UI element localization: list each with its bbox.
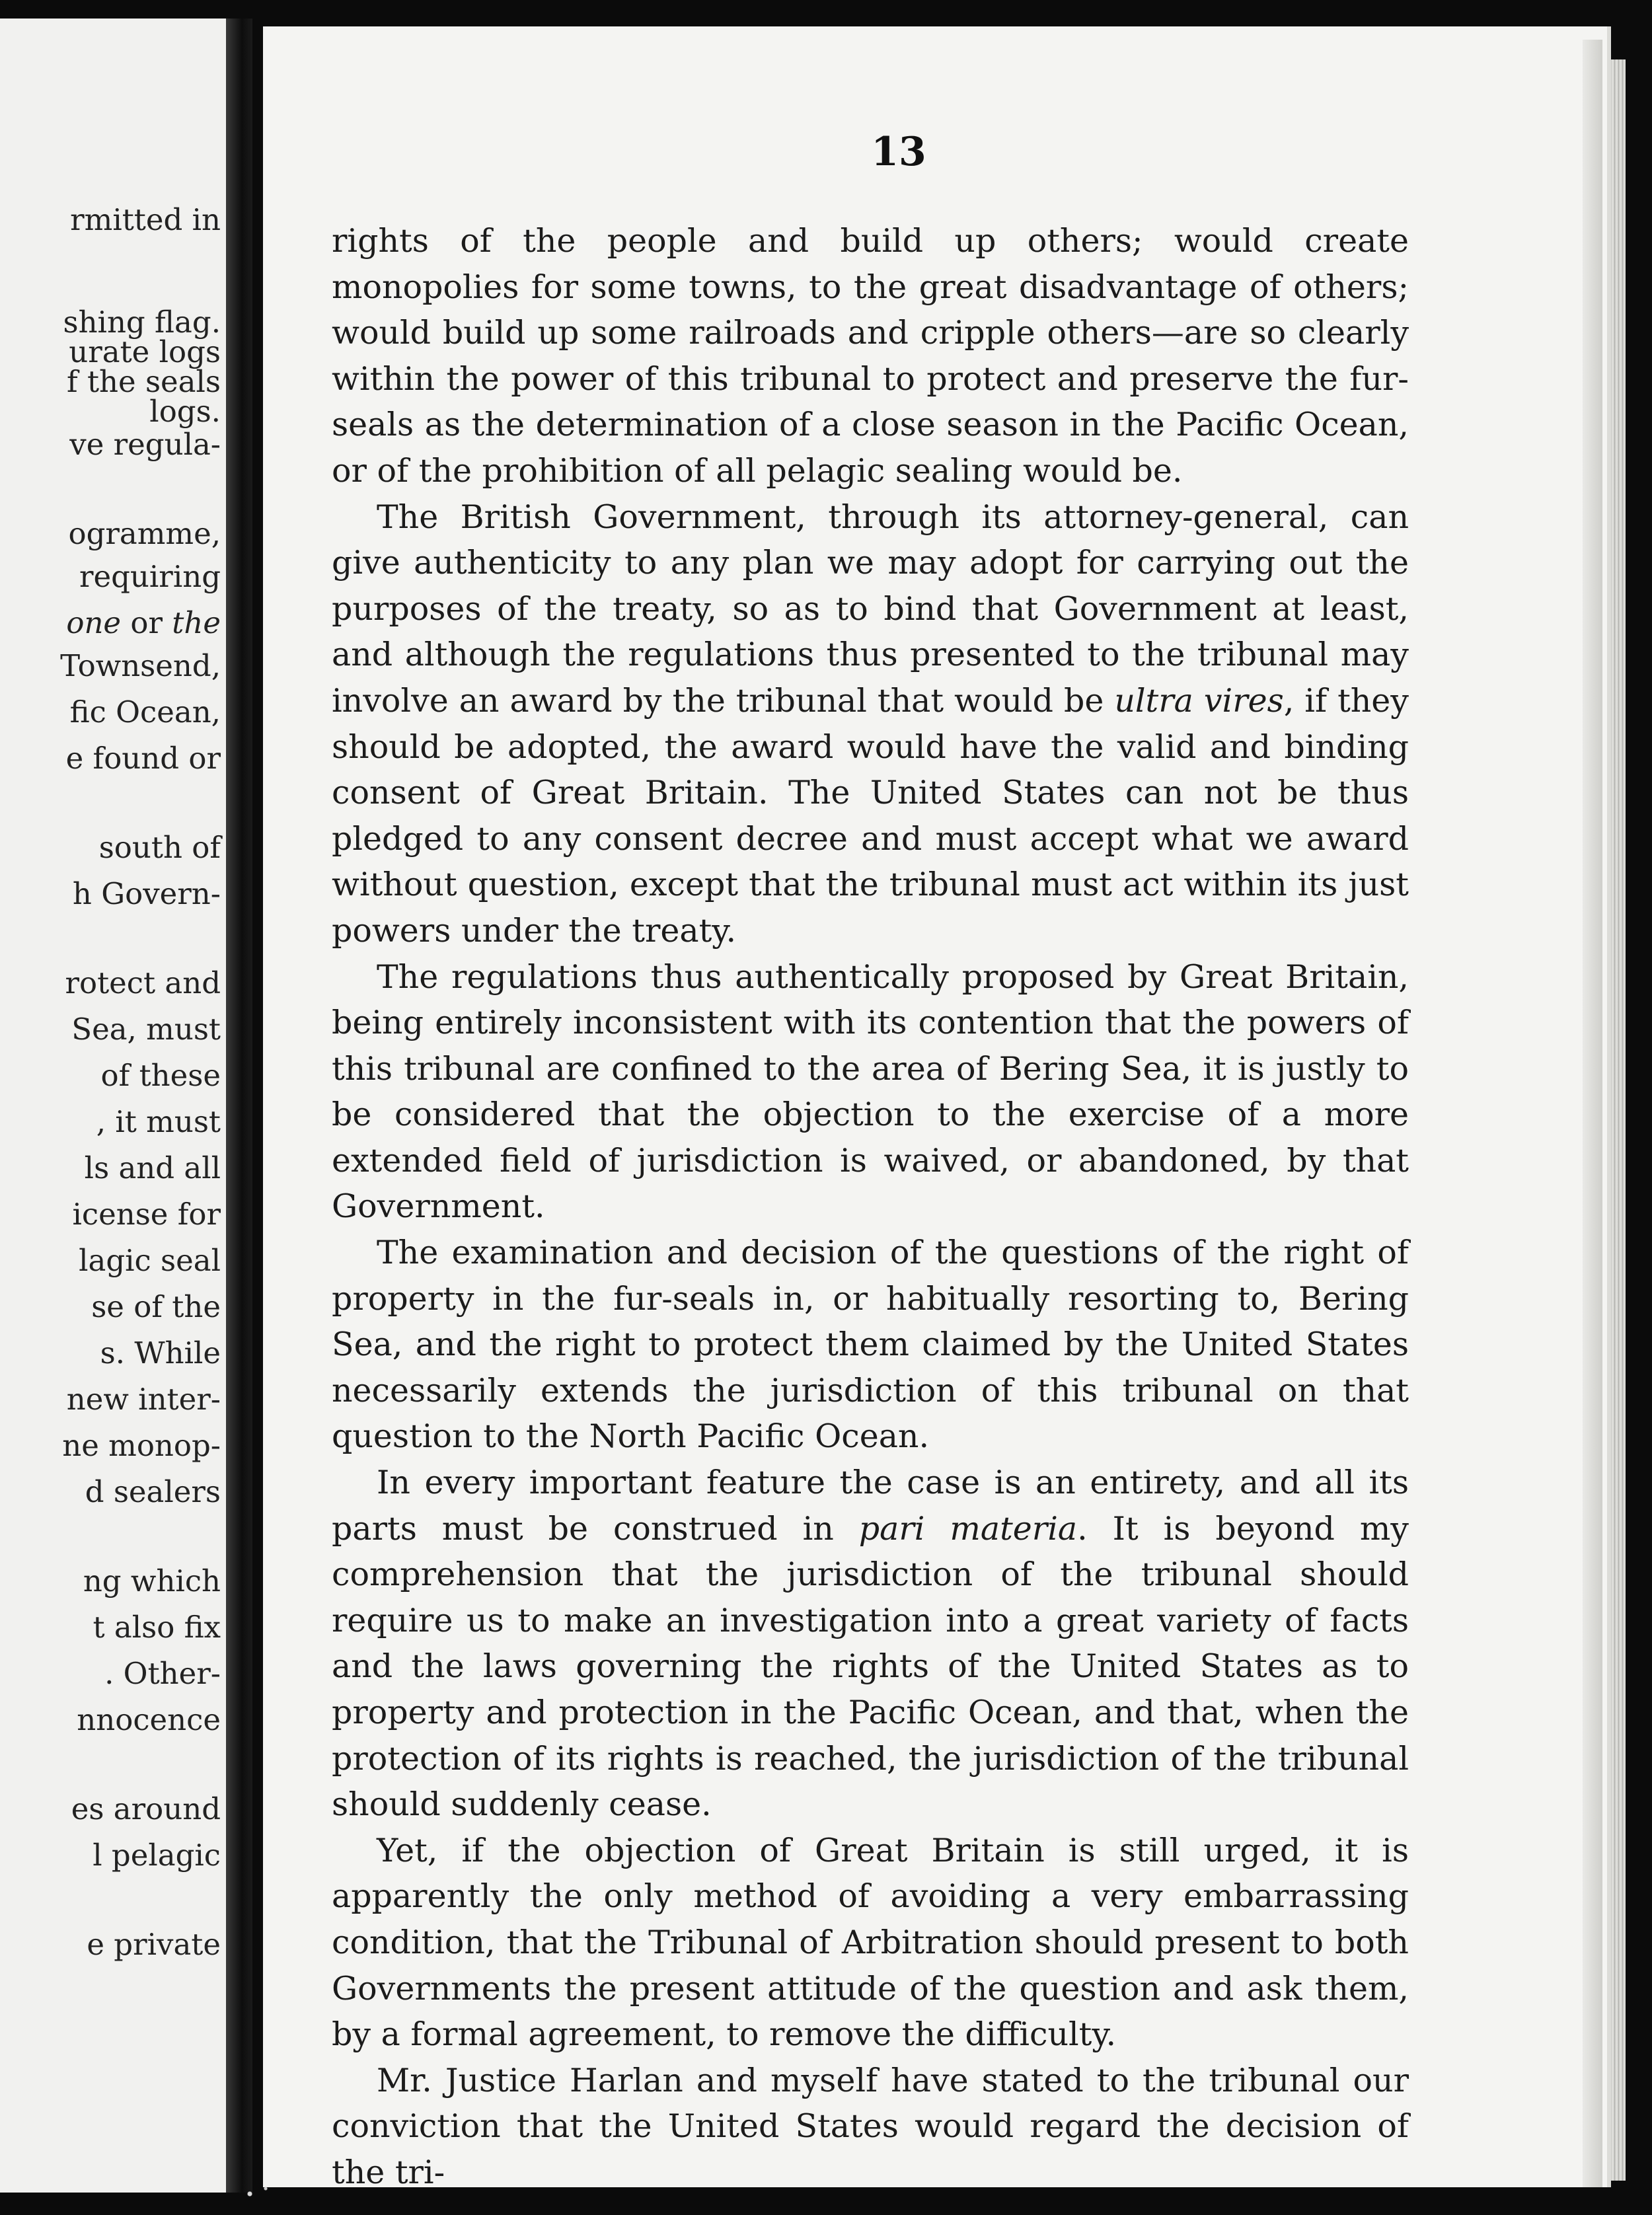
- facing-page-line: nnocence: [77, 1702, 221, 1737]
- body-text: [332, 218, 1409, 2196]
- page-edge-shadow: [1583, 40, 1602, 2187]
- facing-page-line: e private: [87, 1927, 221, 1962]
- facing-page-line: e found or: [65, 741, 221, 776]
- paragraph: Mr. Justice Harlan and myself have stated to the tribunal our conviction that the United States would regard the decision of the tri-: [332, 2061, 1409, 2191]
- facing-page-line: ne monop-: [62, 1428, 221, 1463]
- paragraph: In every important feature the case is an entirety, and all its parts must be construed in pari materia. It is beyond my comprehension that the jurisdiction of the tribunal should require us to make an investigation into a great variety of facts and the laws governing the rights of the United States as to property and protection in the Pacific Ocean, and that, when the protection of its rights is reached, the jurisdiction of the tribunal should suddenly cease.: [332, 1464, 1409, 1824]
- facing-page-line: se of the: [91, 1289, 221, 1324]
- paragraph: The British Government, through its attorney-general, can give authenticity to any plan we may adopt for carrying out the purposes of the treaty, so as to bind that Government at least, and although the regulations thus presented to the tribunal may involve an award by the tribunal that would be ultra vires, if they should be adopted, the award would have the valid and binding consent of Great Britain. The United States can not be thus pledged to any consent decree and must accept what we award without question, except that the tribunal must act within its just powers under the treaty.: [332, 498, 1409, 950]
- facing-page-line: Townsend,: [60, 648, 221, 683]
- facing-page-line: ogramme,: [68, 516, 221, 551]
- facing-page-fragment: [0, 19, 233, 2193]
- facing-page-line: Sea, must: [71, 1012, 221, 1047]
- facing-page-line: new inter-: [66, 1382, 221, 1417]
- facing-page-line: . Other-: [104, 1656, 221, 1691]
- facing-page-line: of these: [100, 1058, 221, 1093]
- facing-page-line: , it must: [96, 1104, 221, 1139]
- facing-page-line: requiring: [79, 559, 221, 594]
- facing-page-line: one or the: [66, 605, 221, 640]
- paragraph: The examination and decision of the questions of the right of property in the fur-seals in, or habitually resorting to, Bering Sea, and the right to protect them claimed by the United States necessarily extends the jurisdiction of this tribunal on that question to the North Pacific Ocean.: [332, 1234, 1409, 1456]
- facing-page-line: d sealers: [85, 1474, 221, 1509]
- facing-page-line: t also fix: [93, 1610, 221, 1645]
- facing-page-line: ve regula-: [69, 427, 221, 462]
- facing-page-line: f the seals: [67, 364, 221, 399]
- facing-page-line: h Govern-: [72, 876, 221, 911]
- paragraph: rights of the people and build up others; would create monopolies for some towns, to the great disadvantage of others; would build up some railroads and cripple others—are so clearly within the power of this tribunal to protect and preserve the fur-seals as the determination of a close season in the Pacific Ocean, or of the prohibition of all pelagic sealing would be.: [332, 222, 1409, 490]
- paragraph: The regulations thus authentically proposed by Great Britain, being entirely inconsistent with its contention that the powers of this tribunal are confined to the area of Bering Sea, it is justly to be considered that the objection to the exercise of a more extended field of jurisdiction is waived, or abandoned, by that Government.: [332, 957, 1409, 1226]
- facing-page-line: lagic seal: [79, 1243, 221, 1278]
- facing-page-line: s. While: [100, 1335, 221, 1370]
- facing-page-line: ng which: [83, 1563, 221, 1598]
- facing-page-line: l pelagic: [93, 1838, 221, 1873]
- facing-page-line: ls and all: [84, 1150, 221, 1185]
- facing-page-line: shing flag.: [63, 305, 221, 340]
- facing-page-line: logs.: [149, 394, 221, 429]
- facing-page-line: urate logs: [69, 334, 221, 369]
- facing-page-line: south of: [98, 830, 221, 865]
- facing-page-line: rmitted in: [70, 202, 221, 237]
- facing-page-line: fic Ocean,: [69, 695, 221, 730]
- book-gutter: [226, 19, 252, 2193]
- facing-page-line: es around: [71, 1791, 221, 1826]
- paragraph: Yet, if the objection of Great Britain is still urged, it is apparently the only method of avoiding a very embarrassing condition, that the Tribunal of Arbitration should present to both Governments the present attitude of the question and ask them, by a formal agreement, to remove the difficulty.: [332, 1831, 1409, 2054]
- scan-specks: [238, 2181, 278, 2207]
- facing-page-line: rotect and: [65, 965, 221, 1000]
- page-number: 13: [871, 129, 926, 175]
- facing-page-line: icense for: [72, 1197, 221, 1232]
